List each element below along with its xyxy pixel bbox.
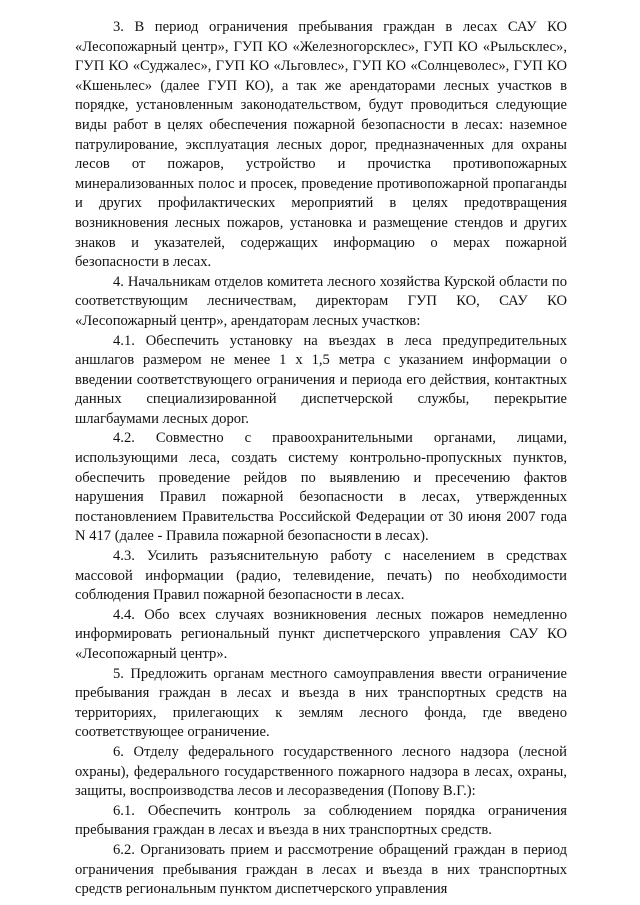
paragraph-4-3: 4.3. Усилить разъяснительную работу с населением в средствах массовой информации (радио, телевидение, печать) по необходимости соблюдения Правил пожарной безопасности в лесах. (75, 548, 567, 604)
paragraph-4-2: 4.2. Совместно с правоохранительными органами, лицами, использующими леса, создать систему контрольно-пропускных пунктов, обеспечить проведение рейдов по выявлению и пресечению фактов нарушения Правил пожарной безопасности в лесах, утвержденных постановлением Правительства Российской Федерации от 30 июня 2007 года N 417 (далее - Правила пожарной безопасности в лесах). (75, 430, 567, 545)
paragraph-6-2: 6.2. Организовать прием и рассмотрение обращений граждан в период ограничения пребывания граждан в лесах и въезда в них транспортных средств региональным пунктом диспетчерского управления (75, 841, 567, 898)
paragraph-6-1: 6.1. Обеспечить контроль за соблюдением порядка ограничения пребывания граждан в лесах и въезда в них транспортных средств. (75, 802, 567, 839)
paragraph-3: 3. В период ограничения пребывания граждан в лесах САУ КО «Лесопожарный центр», ГУП КО «Железногорсклес», ГУП КО «Рыльсклес», ГУП КО «Суджалес», ГУП КО «Льговлес», ГУП КО «Солнцеволес», ГУП КО «Кшеньлес» (далее ГУП КО), а так же арендаторами лесных участков в порядке, установленным законодательством, будут проводиться следующие виды работ в целях обеспечения пожарной безопасности в лесах: наземное патрулирование, эксплуатация лесных дорог, предназначенных для охраны лесов от пожаров, устройство и прочистка противопожарных минерализованных полос и просек, проведение противопожарной пропаганды и других профилактических мероприятий в целях предотвращения возникновения лесных пожаров, установка и размещение стендов и других знаков и указателей, содержащих информацию о мерах пожарной безопасности в лесах. (75, 19, 567, 271)
paragraph-6: 6. Отделу федерального государственного лесного надзора (лесной охраны), федерального государственного пожарного надзора в лесах, охраны, защиты, воспроизводства лесов и лесоразведения (Попову В.Г.): (75, 743, 567, 800)
document-page (75, 18, 567, 900)
paragraph-5: 5. Предложить органам местного самоуправления ввести ограничение пребывания граждан в лесах и въезда в них транспортных средств на территориях, прилегающих к землям лесного фонда, где введено соответствующее ограничение. (75, 665, 567, 741)
paragraph-4: 4. Начальникам отделов комитета лесного хозяйства Курской области по соответствующим лесничествам, директорам ГУП КО, САУ КО «Лесопожарный центр», арендаторам лесных участков: (75, 273, 567, 329)
paragraph-4-4: 4.4. Обо всех случаях возникновения лесных пожаров немедленно информировать региональный пункт диспетчерского управления САУ КО «Лесопожарный центр». (75, 606, 567, 662)
paragraph-4-1: 4.1. Обеспечить установку на въездах в леса предупредительных аншлагов размером не менее 1 х 1,5 метра с указанием информации о введении соответствующего ограничения и периода его действия, контактных данных специализированной диспетчерской службы, перекрытие шлагбаумами лесных дорог. (75, 332, 567, 427)
